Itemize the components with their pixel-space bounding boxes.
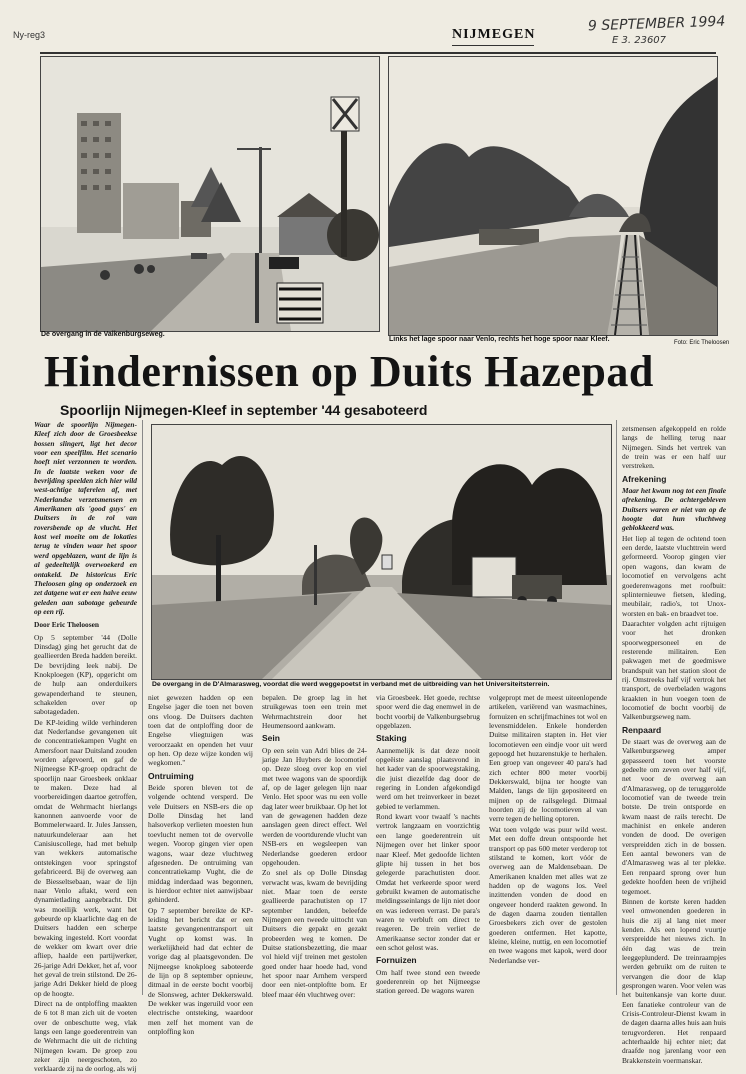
subheading-sein: Sein bbox=[262, 733, 280, 744]
paragraph: Daarachter volgden acht rijtuigen voor het dronken spoorwegpersoneel en de resterende militairen. Een pakwagen met de goedmiswe brandspuit van het station sloot de rij. Omstreeks half vijf vertrok het transport, de overbeladen wagons kraakten in hun voegen toen de locomotief de bocht voorbij de Valkenburgseweg nam. bbox=[622, 618, 726, 722]
paragraph: Rond kwart voor twaalf 's nachts vertrok langzaam en voorzichtig een lange goederentrein uit Nijmegen over het linker spoor naar Kleef. Met gedoofde lichten glipte hij tussen in het bos gelegerde parachutisten door. Omdat het verkeerde spoor werd gebruikt kwamen de automatische meldingsseinlangs de lijn niet door en was iedereen verrast. De para's waren te verbluft om direct te reageren. De trein verliet de Amerikaanse sector zonder dat er een schot gelost was. bbox=[376, 812, 480, 952]
paragraph: De KP-leiding wilde verhinderen dat Nederlandse gevangenen uit de concentratiekampen Vught en Amersfoort naar Duitsland zouden worden afgevoerd, en gaf de Nijmeegse KP-groep opdracht de spoorlijn naar Groesbeek onklaar te maken. Deze had al voorbereidingen daartoe getroffen, omdat de Wehrmacht hierlangs kanonnen aanvoerde voor de Bommelerwaard. Ir. Jules Janssen, natuurkundeleraar aan het Canisiuscollege, had met behulp van wekkers automatische ontstekingen voor springstof gefabriceerd. Bij de overweg aan de Biesseltsebaan, waar de lijn naar Venlo aftakt, werd een dynamietlading aangebracht. Dit was moeilijk werk, want het gebeurde op klaarlichte dag en de Duitsers hadden een scherpe bewaking ingesteld. Kort voordat de wekker om kwart over drie afliep, haalde een partijwerker, 26-jarige Adri Dekker, het af, voor het geval de trein stilstond. De 26-jarige Adri Dekker hield de ploeg op de hoogte. bbox=[34, 717, 137, 998]
paragraph: Om half twee stond een tweede goederenrein op het Nijmeegse station gereed. De wagons waren bbox=[376, 967, 480, 996]
handwritten-date: 9 SEPTEMBER 1994 bbox=[587, 13, 726, 35]
photo-almarasweg bbox=[151, 424, 612, 680]
photo-railway-tracks-image bbox=[389, 57, 717, 335]
photo-valkenburgseweg bbox=[40, 56, 380, 332]
caption-almarasweg: De overgang in de D'Almarasweg, voordat die werd weggepoetst in verband met de uitbreiding van het Universiteitsterrein. bbox=[152, 681, 550, 688]
paragraph: zetsmensen afgekoppeld en rolde langs de helling terug naar Nijmegen. Sinds het vertrek van de trein was er een half uur verstreken. bbox=[622, 424, 726, 471]
page-code: Ny-reg3 bbox=[13, 30, 46, 40]
paragraph: Op 7 september bereikte de KP-leiding het bericht dat er een laatste gevangenentransport uit Vught op komst was. In werkelijkheid had dat echter de vorige dag al plaatsgevonden. De Nijmeegse knokploeg saboteerde de lijn op 8 september opnieuw, ditmaal in de eerste bocht voorbij de Slonsweg, achter Dekkerswald. De wekker was ingeruild voor een electrische ontsteking, waardoor men zelf het moment van de ontploffing kon bbox=[148, 905, 253, 1037]
paragraph: Zo snel als op Dolle Dinsdag verwacht was, kwam de bevrijding niet. Maar toen de eerste geallieerde parachutisten op 17 september landden, beleefde Nijmegen een tweede uittocht van Duitsers die gepakt en gezakt probeerden weg te komen. De Duitse stationsbezetting, die maar vol hield vijf treinen met gestolen goed onder haar hoede had, vond het spoor naar Arnhem versperd door een niet-ontploftte bom. Er bleef maar één vluchtweg over: bbox=[262, 868, 367, 999]
article-column-4 bbox=[376, 693, 480, 998]
byline: Door Eric Theloosen bbox=[34, 620, 100, 630]
article-intro: Waar de spoorlijn Nijmegen-Kleef zich door de Groesbeekse bossen slingert, ligt het decor voor een speelfilm. Het scenario hoeft niet verzonnen te worden. In de laatste weken voor de bevrijding speelden zich hier wild west-achtige taferelen af, met Nederlandse verzetsmensen en Amerikanen als 'good guys' en Duitsers in de rol van roversbende op de vlucht. Het kost wel moeite om de lokaties terug te vinden waar het spoor werd opgeblazen, want de lijn is al gedeeltelijk overwoekerd en ontakeld. De historicus Eric Theloosen ging op onderzoek en zet datgene wat er een halve eeuw geleden aan sabotage gebeurde op een rij. bbox=[34, 420, 137, 616]
subheading-fornuizen: Fornuizen bbox=[376, 955, 417, 966]
headline: Hindernissen op Duits Hazepad bbox=[44, 347, 654, 396]
paragraph: via Groesbeek. Het goede, rechtse spoor werd die dag enemwel in de bocht voorbij de Valkenburgsebrug opgeblazen. bbox=[376, 693, 480, 731]
column-rule bbox=[616, 420, 617, 995]
section-underline bbox=[452, 45, 534, 46]
subheading-ontruiming: Ontruiming bbox=[148, 770, 194, 781]
paragraph: volgepropt met de meest uiteenlopende artikelen, variërend van wasmachines, fornuizen en schrijfmachines tot wol en levensmiddelen. Enkele honderden Duitse militairen stapten in. Het vier locomotieven een eindje voor uit werd gepoogd het huzarenstukje te herhalen. Een groep van ongeveer 40 para's had zich echter 800 meter voorbij Dekkerswald, bijna ter hoogte van Malden, langs de lijn gepositeerd en mijnen op de railsgelegd. Ditmaal hoorden zij de locomotieven al van verre tegen de helling optoren. bbox=[489, 693, 607, 824]
photo-valkenburgseweg-image bbox=[41, 57, 379, 331]
subheadline: Spoorlijn Nijmegen-Kleef in september '44 gesaboteerd bbox=[60, 402, 428, 418]
paragraph: bepalen. De groep lag in het struikgewas toen een trein met Wehrmachtstrein door het Heumensoord aankwam. bbox=[262, 693, 367, 731]
paragraph: Op 5 september '44 (Dolle Dinsdag) ging het gerucht dat de geallieerden Breda hadden bereikt. De bevrijding leek nabij. De Knokploegen (KP), opgericht om de hulp aan onderduikers gewapenderhand te steunen, schakelden over op sabotagedaden. bbox=[34, 632, 138, 717]
article-column-3 bbox=[262, 693, 367, 998]
paragraph: Wat toen volgde was puur wild west. Met een doffe dreun ontspoorde het transport op pas 600 meter verderop tot stilstand te komen, kort vóór de overweg aan de Maldensebaan. De Amerikanen knalden met alles wat ze hadden op de wagons los. Veel inzittenden vonden de dood en ongeveer honderd raakten gewond. In de dagen daarna zouden tientallen Groesbekers zich over de gestolen goederen ontfermen. Het kapotte, kleine, kleine, nuttig, en een locomotief en twee wagons met kapok, werd door Nederlandse ver- bbox=[489, 824, 607, 965]
paragraph: Op een sein van Adri blies de 24-jarige Jan Huybers de locomotief op. Deze sloeg over kop en viel met twee wagons van de spoordijk af, op de lager gelegen lijn naar Venlo. Het spoor was nu een volle dag later weer bruikbaar. Op het lot van de gewagenen hadden deze aanslagen geen direct effect. Wel werden de voortdurende vlucht van NSB-ers en wegsleepen van Nederlandse goederen erdoor opgehouden. bbox=[262, 745, 367, 867]
article-column-5 bbox=[489, 693, 607, 998]
photo-almarasweg-image bbox=[152, 425, 611, 679]
photo-railway-tracks bbox=[388, 56, 718, 336]
paragraph-emphasis: Maar het kwam nog tot een finale afrekening. De achtergebleven Duitsers waren er niet van op de hoogte dat hun vluchtweg geblokkeerd was. bbox=[622, 486, 726, 533]
paragraph: De staart was de overweg aan de Valkenburgseweg amper gepasseerd toen het voorste gedeelte om zeven over half vijf, net voor de overweg aan d'Almarasweg, op de teruggerolde locomotief van de tweede trein botste. De trein ontsporde en kwam naast de rails terecht. De machinist en enkele anderen vonden de dood. De overigen verspreidden zich in de bossen. Een aantal bewoners van de d'Almarasweg was al ter plekke. Een renpaard sprong over hun gedekte hoofden heen de vrijheid tegemoet. bbox=[622, 737, 726, 896]
caption-valkenburgseweg: De overgang in de Valkenburgseweg. bbox=[41, 331, 165, 338]
section-name: NIJMEGEN bbox=[452, 27, 536, 42]
paragraph: Het liep al tegen de ochtend toen een derde, laatste vluchttrein werd geformeerd. Voorop gingen vier open wagons, dan kwam de locomotief en vervolgens acht goederenwagons met roofbuit: splinternieuwe fietsen, kleding, meubilair, radio's, tot Unox-worsten en bak- en braadvet toe. bbox=[622, 533, 726, 618]
subheading-afrekening: Afrekening bbox=[622, 473, 667, 484]
article-column-6 bbox=[622, 424, 726, 1065]
paragraph: niet gewezen hadden op een Engelse jager die toen net boven ons vloog. De Duitsers dachten toen dat de ontploffing door de Engelse vliegtuigen was veroorzaakt en openden het vuur op hen. Op deze wijze konden wij wegkomen." bbox=[148, 693, 253, 768]
header-rule bbox=[40, 52, 716, 54]
reference-stamp: E 3. 23607 bbox=[612, 35, 667, 46]
paragraph: Binnen de kortste keren hadden veel omwonenden goederen in huis die zij al lang niet meer kenden. Als een lopend vuurtje verspreidde het nieuws zich. In één dag was de trein leeggeplunderd. De treinraampjes werden gebruikt om de ruiten te vervangen die door de klap gesprongen waren. Voor velen was het buitenkansje van korte duur. Een fanatieke controleur van de Crisis-Controleur-Dienst kwam in de dagen daarna alles huis aan huis terugvorderen. Het renpaard achterhaalde hij echter niet; dat draafde nog jarenlang voor een Brakkenstein voermanskar. bbox=[622, 896, 726, 1065]
photo-credit: Foto: Eric Theloosen bbox=[674, 340, 730, 346]
subheading-staking: Staking bbox=[376, 733, 407, 744]
paragraph: Beide sporen bleven tot de volgende ochtend versperd. De vele Duitsers en NSB-ers die op Dolle Dinsdag het land halsoverkop verlieten moesten hun toevlucht nemen tot de overvolle wegen. Voorop gingen vier open wagons, waar deze vluchtweg afgesneden. De ontruiming van concentratiekamp Vught, die de middag inderdaad was begonnen, is hierdoor echter niet aanwijsbaar gehinderd. bbox=[148, 783, 253, 905]
subheading-renpaard: Renpaard bbox=[622, 724, 662, 735]
article-column-1 bbox=[34, 420, 138, 1074]
caption-railway-tracks: Links het lage spoor naar Venlo, rechts het hoge spoor naar Kleef. bbox=[389, 336, 610, 343]
paragraph: Direct na de ontploffing maakten de 6 tot 8 man zich uit de voeten over de onbeschutte weg, vlak langs een lange goederentrein van de Wehrmacht die uit de richting Nijmegen kwam. De groep zou zeker zijn neergeschoten, zo verklaarde zij na de oorlog, als wij bbox=[34, 998, 137, 1074]
column-rule bbox=[142, 420, 143, 995]
paragraph: Aannemelijk is dat deze nooit opgeëiste aanslag plaatsvond in het kader van de spoorwegstaking, die juist diezelfde dag door de regering in Londen afgekondigd werd om het treinverkeer in bezet gebied te verlammen. bbox=[376, 745, 480, 811]
article-column-2 bbox=[148, 693, 253, 1037]
